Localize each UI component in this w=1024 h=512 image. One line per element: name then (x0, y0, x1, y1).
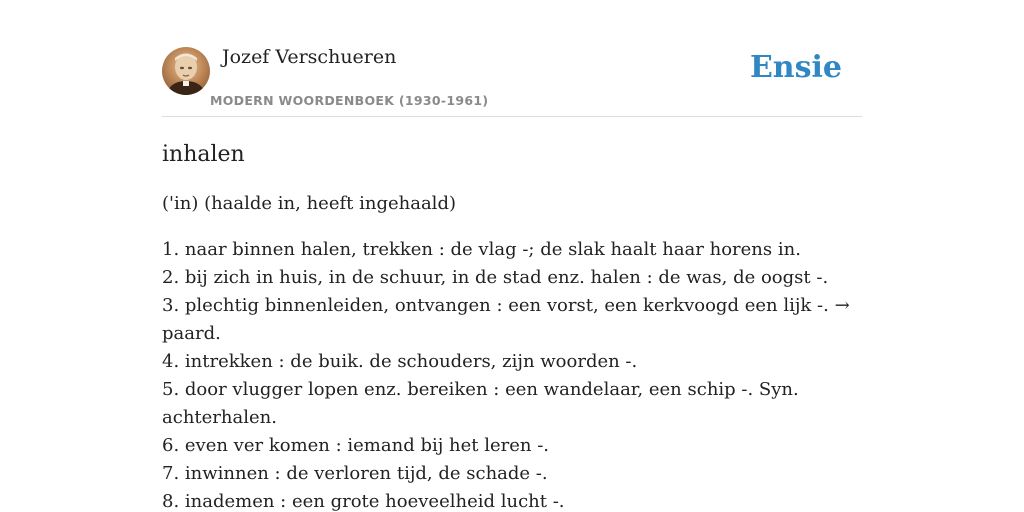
definition-item: 3. plechtig binnenleiden, ontvangen : een vorst, een kerkvoogd een lijk -. → paard. (162, 295, 850, 344)
entry-content (162, 140, 862, 512)
entry-grammar: ('in) (haalde in, heeft ingehaald) (162, 193, 456, 214)
definition-item: 4. intrekken : de buik. de schouders, zijn woorden -. (162, 351, 638, 372)
portrait-icon (162, 47, 210, 95)
definition-item: 7. inwinnen : de verloren tijd, de schade -. (162, 463, 548, 484)
page-header (162, 0, 862, 117)
site-logo[interactable]: Ensie (749, 50, 842, 85)
definition-item: 5. door vlugger lopen enz. bereiken : een wandelaar, een schip -. Syn. achterhalen. (162, 379, 799, 428)
definition-item: 2. bij zich in huis, in de schuur, in de stad enz. halen : de was, de oogst -. (162, 267, 829, 288)
author-avatar[interactable] (162, 47, 210, 95)
definition-item: 6. even ver komen : iemand bij het leren -. (162, 435, 550, 456)
source-label[interactable]: MODERN WOORDENBOEK (1930-1961) (210, 93, 489, 108)
definition-list (162, 236, 862, 512)
entry-headword: inhalen (162, 142, 245, 167)
definition-item: 1. naar binnen halen, trekken : de vlag -; de slak haalt haar horens in. (162, 239, 801, 260)
definition-item: 8. inademen : een grote hoeveelheid lucht -. (162, 491, 565, 512)
author-name[interactable]: Jozef Verschueren (222, 46, 397, 68)
